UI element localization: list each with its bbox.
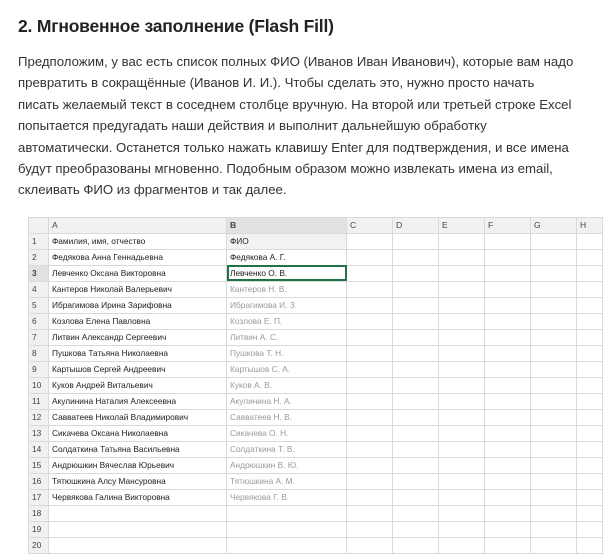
cell-c4[interactable] [347,281,393,297]
cell-b4[interactable]: Кантеров Н. В. [227,281,347,297]
table-row [29,537,603,553]
cell-b8[interactable]: Пушкова Т. Н. [227,345,347,361]
cell-e9[interactable] [439,361,485,377]
table-row [29,489,603,505]
cell-b20[interactable] [227,537,347,553]
cell-h13[interactable] [577,425,603,441]
row-header-9[interactable]: 9 [29,361,49,377]
cell-g12[interactable] [531,409,577,425]
cell-f12[interactable] [485,409,531,425]
cell-f2[interactable] [485,249,531,265]
cell-a4[interactable]: Кантеров Николай Валерьевич [49,281,227,297]
cell-b19[interactable] [227,521,347,537]
cell-g1[interactable] [531,233,577,249]
column-header-g[interactable]: G [531,217,577,233]
cell-e10[interactable] [439,377,485,393]
cell-h5[interactable] [577,297,603,313]
cell-b9[interactable]: Картышов С. А. [227,361,347,377]
cell-a9[interactable]: Картышов Сергей Андреевич [49,361,227,377]
cell-d3[interactable] [393,265,439,281]
cell-c10[interactable] [347,377,393,393]
cell-a2[interactable]: Федякова Анна Геннадьевна [49,249,227,265]
cell-h11[interactable] [577,393,603,409]
cell-b2[interactable]: Федякова А. Г. [227,249,347,265]
cell-b18[interactable] [227,505,347,521]
table-row [29,521,603,537]
column-header-h[interactable]: H [577,217,603,233]
cell-c3[interactable] [347,265,393,281]
cell-g4[interactable] [531,281,577,297]
cell-d10[interactable] [393,377,439,393]
cell-a12[interactable]: Савватеев Николай Владимирович [49,409,227,425]
cell-d17[interactable] [393,489,439,505]
row-header-19[interactable]: 19 [29,521,49,537]
row-header-15[interactable]: 15 [29,457,49,473]
cell-b10[interactable]: Куков А. В. [227,377,347,393]
cell-f19[interactable] [485,521,531,537]
cell-e15[interactable] [439,457,485,473]
cell-d8[interactable] [393,345,439,361]
row-header-4[interactable]: 4 [29,281,49,297]
cell-f6[interactable] [485,313,531,329]
cell-g11[interactable] [531,393,577,409]
cell-a16[interactable]: Тятюшкина Алсу Мансуровна [49,473,227,489]
cell-h18[interactable] [577,505,603,521]
table-row [29,313,603,329]
cell-d13[interactable] [393,425,439,441]
cell-d9[interactable] [393,361,439,377]
cell-h4[interactable] [577,281,603,297]
row-header-1[interactable]: 1 [29,233,49,249]
cell-a10[interactable]: Куков Андрей Витальевич [49,377,227,393]
cell-e3[interactable] [439,265,485,281]
cell-a19[interactable] [49,521,227,537]
cell-g7[interactable] [531,329,577,345]
cell-e14[interactable] [439,441,485,457]
cell-d14[interactable] [393,441,439,457]
cell-f10[interactable] [485,377,531,393]
cell-e6[interactable] [439,313,485,329]
cell-c18[interactable] [347,505,393,521]
table-row [29,233,603,249]
cell-f1[interactable] [485,233,531,249]
cell-b1[interactable]: ФИО [227,233,347,249]
cell-h17[interactable] [577,489,603,505]
cell-e17[interactable] [439,489,485,505]
cell-c5[interactable] [347,297,393,313]
cell-f14[interactable] [485,441,531,457]
cell-h19[interactable] [577,521,603,537]
cell-g3[interactable] [531,265,577,281]
cell-f7[interactable] [485,329,531,345]
cell-d12[interactable] [393,409,439,425]
cell-f16[interactable] [485,473,531,489]
spreadsheet[interactable] [28,217,603,554]
cell-f20[interactable] [485,537,531,553]
cell-d15[interactable] [393,457,439,473]
cell-b3[interactable]: Левченко О. В. [227,265,347,281]
table-row [29,345,603,361]
cell-b14[interactable]: Солдаткина Т. В. [227,441,347,457]
cell-f15[interactable] [485,457,531,473]
cell-b13[interactable]: Сикачева О. Н. [227,425,347,441]
row-header-11[interactable]: 11 [29,393,49,409]
cell-h6[interactable] [577,313,603,329]
cell-c7[interactable] [347,329,393,345]
cell-c2[interactable] [347,249,393,265]
table-row [29,297,603,313]
cell-e11[interactable] [439,393,485,409]
cell-g18[interactable] [531,505,577,521]
cell-e5[interactable] [439,297,485,313]
cell-a7[interactable]: Литвин Александр Сергеевич [49,329,227,345]
cell-g5[interactable] [531,297,577,313]
cell-a3[interactable]: Левченко Оксана Викторовна [49,265,227,281]
cell-d16[interactable] [393,473,439,489]
cell-a17[interactable]: Червякова Галина Викторовна [49,489,227,505]
cell-c12[interactable] [347,409,393,425]
cell-f18[interactable] [485,505,531,521]
cell-d11[interactable] [393,393,439,409]
column-header-d[interactable]: D [393,217,439,233]
cell-b12[interactable]: Савватеев Н. В. [227,409,347,425]
column-header-c[interactable]: C [347,217,393,233]
cell-f13[interactable] [485,425,531,441]
cell-g20[interactable] [531,537,577,553]
cell-e4[interactable] [439,281,485,297]
cell-h8[interactable] [577,345,603,361]
cell-g15[interactable] [531,457,577,473]
cell-d20[interactable] [393,537,439,553]
row-header-3[interactable]: 3 [29,265,49,281]
table-row [29,249,603,265]
row-header-5[interactable]: 5 [29,297,49,313]
cell-h14[interactable] [577,441,603,457]
cell-g16[interactable] [531,473,577,489]
cell-c13[interactable] [347,425,393,441]
column-header-b[interactable]: B [227,217,347,233]
cell-e1[interactable] [439,233,485,249]
cell-d5[interactable] [393,297,439,313]
table-row [29,425,603,441]
table-row [29,361,603,377]
cell-c8[interactable] [347,345,393,361]
cell-c15[interactable] [347,457,393,473]
cell-h10[interactable] [577,377,603,393]
cell-h12[interactable] [577,409,603,425]
cell-e13[interactable] [439,425,485,441]
page-title: 2. Мгновенное заполнение (Flash Fill) [18,16,334,36]
cell-b7[interactable]: Литвин А. С. [227,329,347,345]
row-header-12[interactable]: 12 [29,409,49,425]
cell-a20[interactable] [49,537,227,553]
cell-g17[interactable] [531,489,577,505]
cell-f11[interactable] [485,393,531,409]
cell-e16[interactable] [439,473,485,489]
table-row [29,281,603,297]
cell-c19[interactable] [347,521,393,537]
cell-b15[interactable]: Андрюшкин В. Ю. [227,457,347,473]
cell-d2[interactable] [393,249,439,265]
column-header-e[interactable]: E [439,217,485,233]
cell-e18[interactable] [439,505,485,521]
cell-h7[interactable] [577,329,603,345]
cell-c9[interactable] [347,361,393,377]
cell-h16[interactable] [577,473,603,489]
cell-g2[interactable] [531,249,577,265]
column-header-a[interactable]: A [49,217,227,233]
cell-h1[interactable] [577,233,603,249]
cell-e2[interactable] [439,249,485,265]
table-row [29,409,603,425]
cell-a15[interactable]: Андрюшкин Вячеслав Юрьевич [49,457,227,473]
cell-g6[interactable] [531,313,577,329]
cell-f3[interactable] [485,265,531,281]
body-paragraph: Предположим, у вас есть список полных ФИО (Иванов Иван Иванович), которые вам надо превратить в сокращённые (Иванов И. И.). Чтобы сделать это, нужно просто начать писать желаемый текст в соседнем столбце вручную. На второй или третьей строке Excel попытается предугадать наши действия и выполнит дальнейшую обработку автоматически. Останется только нажать клавишу Enter для подтверждения, и все имена будут преобразованы мгновенно. Подобным образом можно извлекать имена из email, склеивать ФИО из фрагментов и так далее. [18,54,574,198]
cell-e8[interactable] [439,345,485,361]
cell-a8[interactable]: Пушкова Татьяна Николаевна [49,345,227,361]
row-header-6[interactable]: 6 [29,313,49,329]
cell-h15[interactable] [577,457,603,473]
cell-f9[interactable] [485,361,531,377]
cell-a1[interactable]: Фамилия, имя, отчество [49,233,227,249]
cell-a14[interactable]: Солдаткина Татьяна Васильевна [49,441,227,457]
cell-h2[interactable] [577,249,603,265]
cell-h3[interactable] [577,265,603,281]
cell-h20[interactable] [577,537,603,553]
table-row [29,393,603,409]
cell-f8[interactable] [485,345,531,361]
cell-a5[interactable]: Ибрагимова Ирина Зарифовна [49,297,227,313]
cell-f4[interactable] [485,281,531,297]
cell-c6[interactable] [347,313,393,329]
cell-a6[interactable]: Козлова Елена Павловна [49,313,227,329]
row-header-10[interactable]: 10 [29,377,49,393]
cell-e19[interactable] [439,521,485,537]
cell-b5[interactable]: Ибрагимова И. З. [227,297,347,313]
row-header-17[interactable]: 17 [29,489,49,505]
column-header-f[interactable]: F [485,217,531,233]
cell-g10[interactable] [531,377,577,393]
cell-c20[interactable] [347,537,393,553]
row-header-13[interactable]: 13 [29,425,49,441]
cell-e20[interactable] [439,537,485,553]
cell-d18[interactable] [393,505,439,521]
row-header-16[interactable]: 16 [29,473,49,489]
table-row [29,473,603,489]
cell-c14[interactable] [347,441,393,457]
cell-a13[interactable]: Сикачева Оксана Николаевна [49,425,227,441]
table-row [29,265,603,281]
cell-d1[interactable] [393,233,439,249]
table-row [29,457,603,473]
table-row [29,377,603,393]
cell-f17[interactable] [485,489,531,505]
cell-b6[interactable]: Козлова Е. П. [227,313,347,329]
cell-d7[interactable] [393,329,439,345]
cell-g19[interactable] [531,521,577,537]
row-header-18[interactable]: 18 [29,505,49,521]
sheet-corner[interactable] [29,217,49,233]
cell-b16[interactable]: Тятюшкина А. М. [227,473,347,489]
cell-e12[interactable] [439,409,485,425]
cell-h9[interactable] [577,361,603,377]
table-row [29,505,603,521]
cell-d6[interactable] [393,313,439,329]
cell-b11[interactable]: Акулинина Н. А. [227,393,347,409]
cell-e7[interactable] [439,329,485,345]
cell-b17[interactable]: Червякова Г. В. [227,489,347,505]
cell-g13[interactable] [531,425,577,441]
row-header-7[interactable]: 7 [29,329,49,345]
table-row [29,329,603,345]
table-row [29,441,603,457]
cell-d19[interactable] [393,521,439,537]
cell-g14[interactable] [531,441,577,457]
cell-c16[interactable] [347,473,393,489]
cell-f5[interactable] [485,297,531,313]
cell-d4[interactable] [393,281,439,297]
row-header-14[interactable]: 14 [29,441,49,457]
cell-a18[interactable] [49,505,227,521]
cell-a11[interactable]: Акулинина Наталия Алексеевна [49,393,227,409]
cell-g8[interactable] [531,345,577,361]
cell-c1[interactable] [347,233,393,249]
cell-g9[interactable] [531,361,577,377]
row-header-2[interactable]: 2 [29,249,49,265]
row-header-20[interactable]: 20 [29,537,49,553]
row-header-8[interactable]: 8 [29,345,49,361]
cell-c17[interactable] [347,489,393,505]
cell-c11[interactable] [347,393,393,409]
